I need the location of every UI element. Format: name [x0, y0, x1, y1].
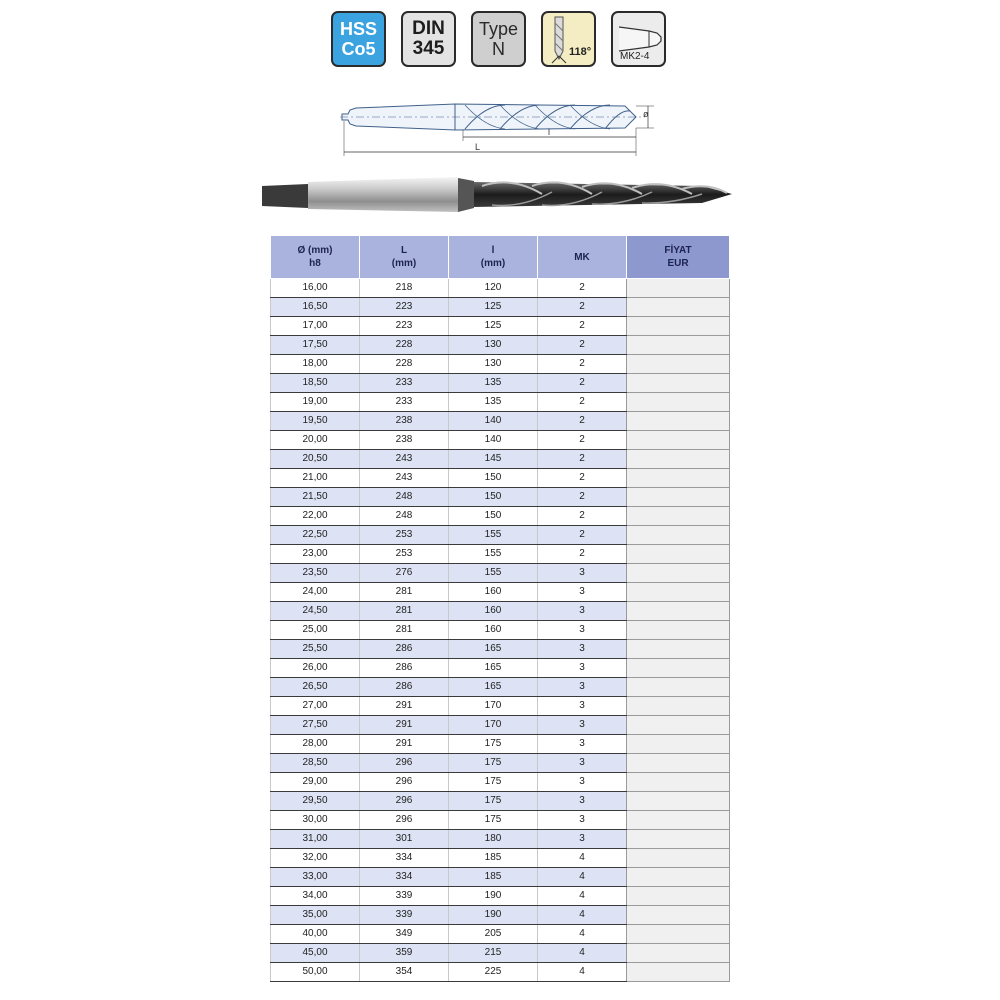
cell-diameter: 24,50 [271, 602, 360, 621]
cell-diameter: 20,50 [271, 450, 360, 469]
cell-diameter: 27,00 [271, 697, 360, 716]
technical-drawing [340, 97, 660, 159]
cell-total-length: 334 [360, 868, 449, 887]
cell-flute-length: 150 [449, 488, 538, 507]
point-angle-badge [541, 11, 596, 67]
cell-price [627, 963, 730, 982]
cell-morse-taper: 2 [538, 431, 627, 450]
cell-total-length: 253 [360, 545, 449, 564]
cell-flute-length: 130 [449, 336, 538, 355]
cell-price [627, 431, 730, 450]
cell-flute-length: 225 [449, 963, 538, 982]
standard-line1: DIN [412, 18, 445, 39]
table-row [271, 355, 730, 374]
cell-price [627, 507, 730, 526]
table-row [271, 678, 730, 697]
cell-flute-length: 180 [449, 830, 538, 849]
standard-badge [401, 11, 456, 67]
table-row [271, 279, 730, 298]
shank-label: MK2-4 [620, 51, 650, 62]
cell-diameter: 21,00 [271, 469, 360, 488]
cell-morse-taper: 4 [538, 906, 627, 925]
cell-price [627, 279, 730, 298]
cell-total-length: 281 [360, 621, 449, 640]
cell-morse-taper: 3 [538, 735, 627, 754]
cell-diameter: 26,00 [271, 659, 360, 678]
cell-morse-taper: 2 [538, 393, 627, 412]
cell-morse-taper: 4 [538, 963, 627, 982]
drill-point-icon [543, 13, 598, 69]
table-row [271, 659, 730, 678]
cell-morse-taper: 2 [538, 545, 627, 564]
table-row [271, 336, 730, 355]
table-row [271, 792, 730, 811]
table-row [271, 488, 730, 507]
table-row [271, 412, 730, 431]
cell-total-length: 296 [360, 792, 449, 811]
cell-total-length: 223 [360, 298, 449, 317]
cell-morse-taper: 3 [538, 811, 627, 830]
table-row [271, 469, 730, 488]
type-line1: Type [478, 19, 519, 39]
cell-flute-length: 120 [449, 279, 538, 298]
cell-price [627, 583, 730, 602]
cell-flute-length: 125 [449, 298, 538, 317]
material-line2: Co5 [341, 39, 376, 59]
cell-flute-length: 155 [449, 545, 538, 564]
drill-bit-photo [262, 172, 738, 220]
flute-length-label: l [548, 127, 550, 137]
cell-diameter: 29,50 [271, 792, 360, 811]
cell-total-length: 223 [360, 317, 449, 336]
table-row [271, 830, 730, 849]
cell-morse-taper: 4 [538, 868, 627, 887]
cell-morse-taper: 2 [538, 317, 627, 336]
cell-total-length: 243 [360, 469, 449, 488]
cell-diameter: 19,50 [271, 412, 360, 431]
table-row [271, 868, 730, 887]
cell-flute-length: 175 [449, 735, 538, 754]
table-row [271, 735, 730, 754]
cell-morse-taper: 2 [538, 526, 627, 545]
cell-morse-taper: 2 [538, 374, 627, 393]
cell-diameter: 28,00 [271, 735, 360, 754]
cell-flute-length: 165 [449, 659, 538, 678]
cell-flute-length: 185 [449, 849, 538, 868]
header-diameter: Ø (mm) h8 [271, 236, 360, 279]
total-length-label: L [475, 142, 481, 152]
cell-flute-length: 130 [449, 355, 538, 374]
cell-diameter: 31,00 [271, 830, 360, 849]
cell-total-length: 286 [360, 678, 449, 697]
cell-diameter: 18,00 [271, 355, 360, 374]
cell-diameter: 27,50 [271, 716, 360, 735]
cell-morse-taper: 2 [538, 412, 627, 431]
cell-total-length: 238 [360, 412, 449, 431]
cell-diameter: 19,00 [271, 393, 360, 412]
cell-diameter: 16,00 [271, 279, 360, 298]
table-row [271, 583, 730, 602]
table-row [271, 526, 730, 545]
cell-flute-length: 155 [449, 526, 538, 545]
cell-total-length: 276 [360, 564, 449, 583]
cell-morse-taper: 2 [538, 336, 627, 355]
cell-morse-taper: 3 [538, 640, 627, 659]
cell-total-length: 291 [360, 716, 449, 735]
cell-price [627, 355, 730, 374]
cell-price [627, 773, 730, 792]
cell-flute-length: 135 [449, 374, 538, 393]
cell-diameter: 21,50 [271, 488, 360, 507]
cell-total-length: 286 [360, 640, 449, 659]
cell-price [627, 868, 730, 887]
cell-total-length: 296 [360, 754, 449, 773]
point-angle-label: 118° [569, 46, 592, 58]
cell-diameter: 24,00 [271, 583, 360, 602]
cell-total-length: 248 [360, 507, 449, 526]
cell-morse-taper: 2 [538, 298, 627, 317]
cell-total-length: 354 [360, 963, 449, 982]
type-badge [471, 11, 526, 67]
cell-price [627, 564, 730, 583]
table-row [271, 564, 730, 583]
cell-total-length: 233 [360, 393, 449, 412]
cell-price [627, 887, 730, 906]
table-row [271, 393, 730, 412]
cell-total-length: 296 [360, 773, 449, 792]
cell-price [627, 374, 730, 393]
cell-diameter: 28,50 [271, 754, 360, 773]
cell-morse-taper: 4 [538, 925, 627, 944]
cell-diameter: 30,00 [271, 811, 360, 830]
cell-price [627, 393, 730, 412]
table-row [271, 374, 730, 393]
cell-total-length: 334 [360, 849, 449, 868]
cell-flute-length: 205 [449, 925, 538, 944]
cell-price [627, 716, 730, 735]
cell-morse-taper: 3 [538, 830, 627, 849]
cell-flute-length: 140 [449, 431, 538, 450]
cell-diameter: 17,00 [271, 317, 360, 336]
cell-total-length: 349 [360, 925, 449, 944]
table-row [271, 925, 730, 944]
cell-diameter: 16,50 [271, 298, 360, 317]
cell-diameter: 50,00 [271, 963, 360, 982]
cell-total-length: 228 [360, 336, 449, 355]
material-badge [331, 11, 386, 67]
table-row [271, 963, 730, 982]
cell-total-length: 291 [360, 697, 449, 716]
feature-badges [331, 11, 671, 71]
cell-morse-taper: 2 [538, 355, 627, 374]
cell-morse-taper: 2 [538, 279, 627, 298]
cell-price [627, 925, 730, 944]
cell-flute-length: 145 [449, 450, 538, 469]
cell-morse-taper: 3 [538, 678, 627, 697]
cell-flute-length: 150 [449, 469, 538, 488]
table-row [271, 640, 730, 659]
cell-morse-taper: 4 [538, 849, 627, 868]
cell-morse-taper: 3 [538, 564, 627, 583]
cell-morse-taper: 3 [538, 583, 627, 602]
cell-morse-taper: 3 [538, 754, 627, 773]
material-line1: HSS [339, 19, 377, 39]
table-row [271, 317, 730, 336]
cell-total-length: 339 [360, 906, 449, 925]
cell-price [627, 469, 730, 488]
header-total-length: L (mm) [360, 236, 449, 279]
drill-product-image [262, 172, 738, 220]
cell-flute-length: 150 [449, 507, 538, 526]
cell-morse-taper: 3 [538, 621, 627, 640]
cell-total-length: 281 [360, 602, 449, 621]
cell-price [627, 849, 730, 868]
table-row [271, 773, 730, 792]
cell-morse-taper: 3 [538, 792, 627, 811]
cell-flute-length: 165 [449, 640, 538, 659]
cell-price [627, 526, 730, 545]
table-row [271, 887, 730, 906]
cell-diameter: 34,00 [271, 887, 360, 906]
cell-total-length: 339 [360, 887, 449, 906]
cell-flute-length: 190 [449, 906, 538, 925]
cell-total-length: 243 [360, 450, 449, 469]
cell-diameter: 26,50 [271, 678, 360, 697]
table-header-row [271, 236, 730, 279]
cell-price [627, 602, 730, 621]
cell-flute-length: 155 [449, 564, 538, 583]
cell-diameter: 33,00 [271, 868, 360, 887]
table-row [271, 754, 730, 773]
cell-price [627, 545, 730, 564]
cell-price [627, 906, 730, 925]
type-line2: N [492, 39, 505, 59]
cell-total-length: 228 [360, 355, 449, 374]
table-row [271, 811, 730, 830]
table-row [271, 944, 730, 963]
cell-diameter: 18,50 [271, 374, 360, 393]
cell-flute-length: 160 [449, 621, 538, 640]
cell-flute-length: 170 [449, 716, 538, 735]
cell-flute-length: 215 [449, 944, 538, 963]
cell-total-length: 301 [360, 830, 449, 849]
cell-diameter: 17,50 [271, 336, 360, 355]
cell-total-length: 291 [360, 735, 449, 754]
cell-total-length: 253 [360, 526, 449, 545]
cell-morse-taper: 3 [538, 697, 627, 716]
spec-table-body [271, 279, 730, 982]
cell-flute-length: 175 [449, 811, 538, 830]
cell-morse-taper: 2 [538, 469, 627, 488]
cell-diameter: 22,00 [271, 507, 360, 526]
drill-outline-drawing [340, 97, 660, 159]
table-row [271, 697, 730, 716]
header-morse-taper: MK [538, 236, 627, 279]
table-row [271, 906, 730, 925]
cell-diameter: 20,00 [271, 431, 360, 450]
cell-diameter: 40,00 [271, 925, 360, 944]
cell-diameter: 32,00 [271, 849, 360, 868]
cell-price [627, 678, 730, 697]
cell-price [627, 811, 730, 830]
cell-flute-length: 160 [449, 602, 538, 621]
cell-flute-length: 175 [449, 773, 538, 792]
cell-price [627, 298, 730, 317]
cell-price [627, 944, 730, 963]
cell-price [627, 697, 730, 716]
cell-morse-taper: 3 [538, 659, 627, 678]
cell-price [627, 621, 730, 640]
cell-flute-length: 140 [449, 412, 538, 431]
cell-total-length: 233 [360, 374, 449, 393]
cell-price [627, 450, 730, 469]
cell-morse-taper: 2 [538, 450, 627, 469]
cell-price [627, 317, 730, 336]
cell-flute-length: 125 [449, 317, 538, 336]
table-row [271, 621, 730, 640]
cell-price [627, 336, 730, 355]
cell-flute-length: 190 [449, 887, 538, 906]
cell-total-length: 281 [360, 583, 449, 602]
cell-morse-taper: 2 [538, 507, 627, 526]
cell-flute-length: 165 [449, 678, 538, 697]
table-row [271, 602, 730, 621]
shank-badge [611, 11, 666, 67]
cell-price [627, 659, 730, 678]
spec-table [270, 235, 730, 982]
cell-total-length: 296 [360, 811, 449, 830]
cell-diameter: 23,00 [271, 545, 360, 564]
cell-morse-taper: 4 [538, 887, 627, 906]
cell-morse-taper: 4 [538, 944, 627, 963]
cell-flute-length: 135 [449, 393, 538, 412]
table-row [271, 849, 730, 868]
cell-price [627, 792, 730, 811]
cell-price [627, 735, 730, 754]
cell-diameter: 23,50 [271, 564, 360, 583]
cell-morse-taper: 3 [538, 773, 627, 792]
cell-diameter: 22,50 [271, 526, 360, 545]
cell-price [627, 640, 730, 659]
cell-diameter: 35,00 [271, 906, 360, 925]
table-row [271, 450, 730, 469]
cell-morse-taper: 2 [538, 488, 627, 507]
table-row [271, 545, 730, 564]
cell-total-length: 359 [360, 944, 449, 963]
diameter-label: ø [643, 109, 649, 119]
table-row [271, 716, 730, 735]
cell-diameter: 25,50 [271, 640, 360, 659]
cell-flute-length: 175 [449, 754, 538, 773]
cell-total-length: 218 [360, 279, 449, 298]
cell-flute-length: 185 [449, 868, 538, 887]
cell-total-length: 238 [360, 431, 449, 450]
cell-total-length: 286 [360, 659, 449, 678]
cell-diameter: 29,00 [271, 773, 360, 792]
header-flute-length: l (mm) [449, 236, 538, 279]
cell-total-length: 248 [360, 488, 449, 507]
cell-diameter: 45,00 [271, 944, 360, 963]
cell-price [627, 754, 730, 773]
header-price: FİYAT EUR [627, 236, 730, 279]
cell-morse-taper: 3 [538, 716, 627, 735]
cell-price [627, 412, 730, 431]
cell-flute-length: 170 [449, 697, 538, 716]
cell-price [627, 488, 730, 507]
cell-flute-length: 175 [449, 792, 538, 811]
cell-price [627, 830, 730, 849]
table-row [271, 507, 730, 526]
table-row [271, 431, 730, 450]
table-row [271, 298, 730, 317]
cell-morse-taper: 3 [538, 602, 627, 621]
standard-line2: 345 [412, 38, 445, 59]
cell-flute-length: 160 [449, 583, 538, 602]
cell-diameter: 25,00 [271, 621, 360, 640]
